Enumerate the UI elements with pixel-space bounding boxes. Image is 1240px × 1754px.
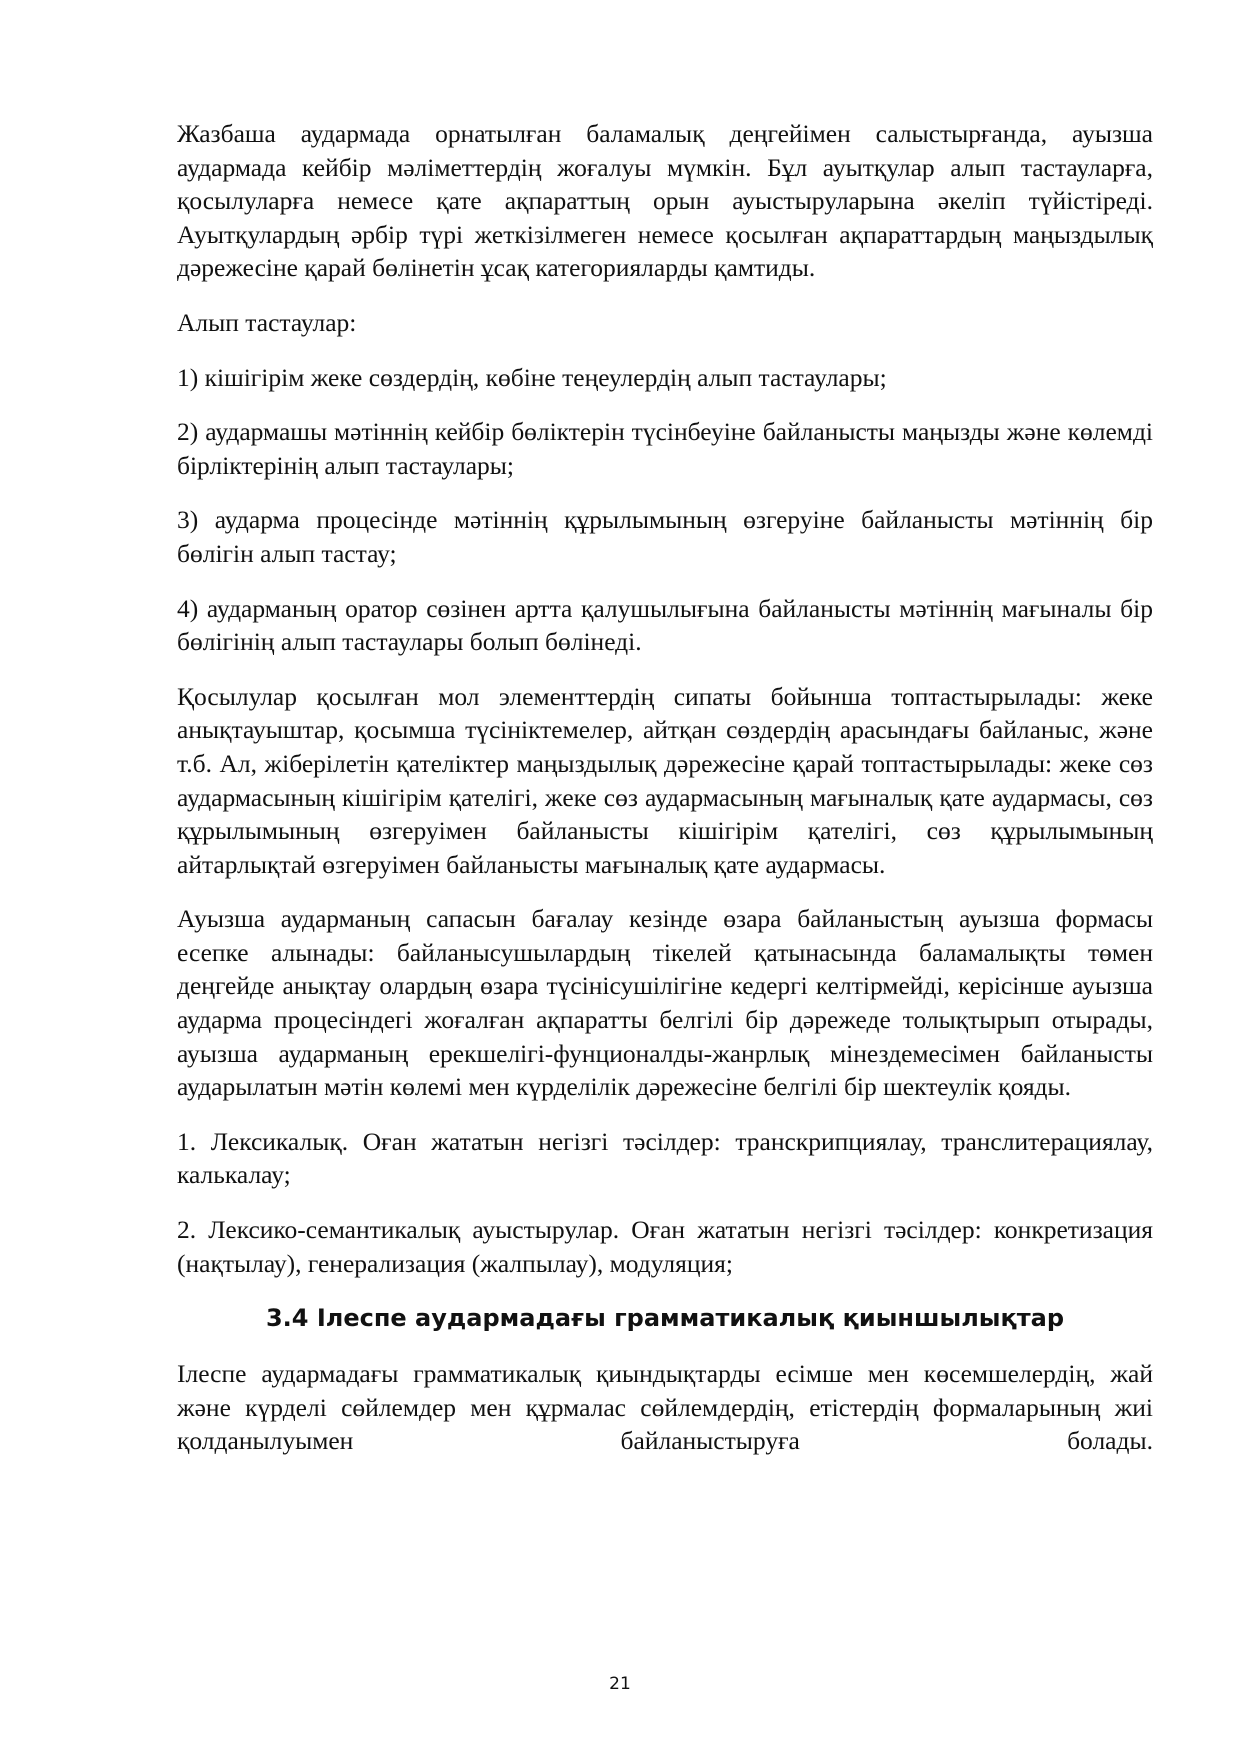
list-item-omission-3: 3) аударма процесінде мәтіннің құрылымының өзгеруіне байланысты мәтіннің бір бөлігін алып тастау; [177, 505, 1153, 568]
paragraph-deviations-intro: Жазбаша аудармада орнатылған баламалық деңгейімен салыстырғанда, ауызша аудармада кейбір мәліметтердің жоғалуы мүмкін. Бұл ауытқулар алып тастауларға, қосылуларға немесе қате ақпараттың орын ауыстыруларына әкеліп түйістіреді. Ауытқулардың әрбір түрі жеткізілмеген немесе қосылған ақпараттардың маңыздылық дәрежесіне қарай бөлінетін ұсақ категорияларды қамтиды. [177, 119, 1153, 283]
paragraph-grammatical-difficulties: Ілеспе аудармадағы грамматикалық қиындықтарды есімше мен көсемшелердің, жай және күрделі сөйлемдер мен құрмалас сөйлемдердің, етістердің формаларының жиі қолданылуымен байланыстыруға болады. [177, 1359, 1153, 1456]
section-heading: 3.4 Ілеспе аудармадағы грамматикалық қиыншылықтар [265, 1304, 1065, 1333]
page-content [177, 117, 1153, 1479]
paragraph-additions: Қосылулар қосылған мол элементтердің сипаты бойынша топтастырылады: жеке анықтауыштар, қосымша түсініктемелер, айтқан сөздердің арасындағы байланыс, және т.б. Ал, жіберілетін қателіктер маңыздылық дәрежесіне қарай топтастырылады: жеке сөз аудармасының кішігірім қателігі, жеке сөз аудармасының мағыналық қате аудармасы, сөз құрылымының өзгеруімен байланысты кішігірім қателігі, сөз құрылымының айтарлықтай өзгеруімен байланысты мағыналық қате аудармасы. [177, 681, 1153, 879]
paragraph-omissions-label: Алып тастаулар: [177, 307, 357, 337]
page-number: 21 [609, 1674, 631, 1694]
paragraph-quality-assessment: Ауызша аударманың сапасын бағалау кезінде өзара байланыстың ауызша формасы есепке алынады: байланысушылардың тікелей қатынасында баламалықты төмен деңгейде анықтау олардың өзара түсінісушілігіне кедергі келтірмейді, керісінше ауызша аударма процесіндегі жоғалған ақпаратты белгілі бір дәрежеде толықтырып отырады, ауызша аударманың ерекшелігі-фунционалды-жанрлық мінездемесімен байланысты аударылатын мәтін көлемі мен күрделілік дәрежесіне белгілі бір шектеулік қояды. [177, 904, 1153, 1102]
list-item-omission-1: 1) кішігірім жеке сөздердің, көбіне теңеулердің алып тастаулары; [177, 362, 887, 392]
list-item-omission-2: 2) аудармашы мәтіннің кейбір бөліктерін түсінбеуіне байланысты маңызды және көлемді бірліктерінің алып тастаулары; [177, 417, 1153, 480]
list-item-lexical: 1. Лексикалық. Оған жататын негізгі тәсілдер: транскрипциялау, транслитерациялау, калькалау; [177, 1126, 1153, 1190]
list-item-lexico-semantic: 2. Лексико-семантикалық ауыстырулар. Оған жататын негізгі тәсілдер: конкретизация (нақтылау), генерализация (жалпылау), модуляция; [177, 1215, 1153, 1278]
list-item-omission-4: 4) аударманың оратор сөзінен артта қалушылығына байланысты мәтіннің мағыналы бір бөлігінің алып тастаулары болып бөлінеді. [177, 593, 1153, 657]
